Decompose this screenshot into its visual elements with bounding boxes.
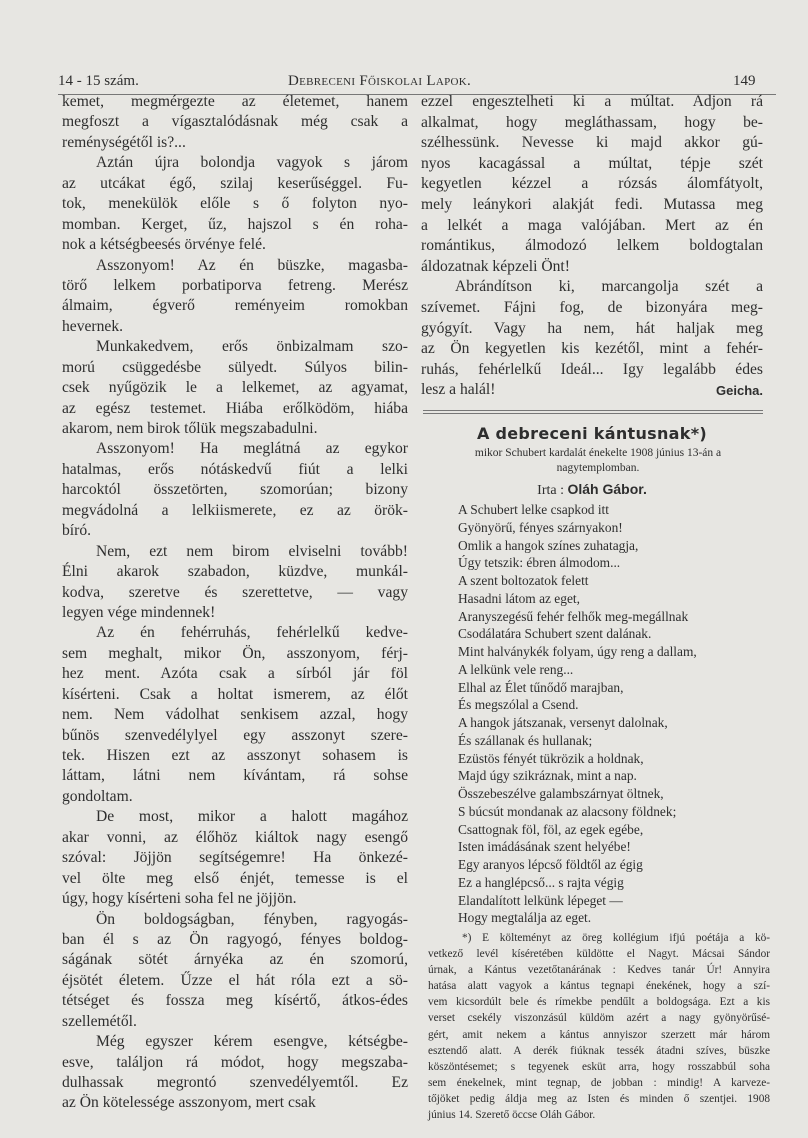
text-line: nyos kacagással a múltat, tépje szét <box>421 154 763 172</box>
text-line: kemet, megmérgezte az életemet, hanem <box>62 93 408 110</box>
text-line: Munkakedvem, erős önbizalmam szo- <box>96 338 408 356</box>
text-line: ban él s az Ön ragyogó, fényes boldog- <box>62 930 408 948</box>
text-line: reménységétől is?... <box>62 133 186 151</box>
poem-line: Isten imádásának szent helyébe! <box>458 839 631 855</box>
text-line: Asszonyom! Ha meglátná az egykor <box>96 440 408 458</box>
text-line: sem meghalt, mikor Ön, asszonyom, férj- <box>62 644 408 662</box>
poem-line: S búcsút mondanak az alacsony földnek; <box>458 803 677 819</box>
text-line: gondoltam. <box>62 787 133 805</box>
right-column <box>421 92 763 401</box>
poem-subtitle <box>433 446 763 476</box>
text-line: úgy, hogy kísérteni soha fel ne jöjjön. <box>62 890 297 908</box>
footnote <box>428 930 770 1123</box>
text-line: szellemétől. <box>62 1012 137 1030</box>
poem-body <box>458 501 697 927</box>
text-line: szóval: Jöjjön segítségemre! Ha önkezé- <box>62 849 408 867</box>
text-line: nem. Nem vádolhat senkisem azzal, hogy <box>62 706 408 724</box>
footnote-line: köszöntésemet; s tegyenek esküt arra, hogy rosszabbúl soha <box>428 1060 770 1073</box>
section-divider-top <box>423 410 763 411</box>
text-line: az Ön kegyetlen kis kezétől, mint a fehér- <box>421 340 763 358</box>
text-line: momban. Kerget, űz, hajszol s én roha- <box>62 215 408 233</box>
text-line: ezzel engesztelheti ki a múltat. Adjon rá <box>421 93 763 110</box>
text-line: kísérteni. Csak a holtat ismerem, az élőt <box>62 685 408 703</box>
text-line: harcoktól összetörten, szomorúan; bizony <box>62 481 408 499</box>
poem-line: A Schubert lelke csapkod itt <box>458 502 609 517</box>
poem-line: Csodálatára Schubert szent dalának. <box>458 626 652 642</box>
text-line: kegyetlen kézzel a rózsás álomfátyolt, <box>421 175 763 193</box>
poem-line: Elhal az Élet tűnődő marajban, <box>458 679 624 695</box>
text-line: vel ölte meg első énjét, temesse is el <box>62 869 408 887</box>
text-line: éjsötét életem. Űzze el hát róla ezt a sö- <box>62 971 408 989</box>
text-line: kodva, szeretve és szerettetve, — vagy <box>62 583 408 601</box>
text-line: a lelkét a maga valójában. Mert az én <box>421 216 763 234</box>
text-line: romántikus, álmodozó lelkem boldogtalan <box>421 237 763 255</box>
poem-line: Elandalított lelkünk lépeget — <box>458 892 623 908</box>
text-line: lesz a halál! Geicha. <box>421 380 763 401</box>
text-line: dulhassak megrontó szenvedélyemtől. Ez <box>62 1074 408 1091</box>
text-line: Még egyszer kérem esengve, kétségbe- <box>96 1033 408 1051</box>
footnote-line: tőjöket pedig áldja meg az Isten és minden ő szentjei. 1908 <box>428 1092 770 1105</box>
text-line: Ön boldogságban, fényben, ragyogás- <box>96 910 408 928</box>
footnote-line: június 14. Szerető öccse Oláh Gábor. <box>428 1109 596 1122</box>
text-line: az egész testemet. Hiába erőlködöm, hiába <box>62 399 408 417</box>
poem-line: Ez a hanglépcső... s rajta végig <box>458 874 624 890</box>
poem-line: Hogy megtalálja az eget. <box>458 910 592 926</box>
footnote-line: *) E költeményt az öreg kollégium ifjú poétája a kö- <box>462 932 770 944</box>
poem-line: Egy aranyos lépcső földtől az égig <box>458 857 643 872</box>
text-line: megfoszt a vígasztalódásnak még csak a <box>62 113 408 131</box>
text-line: szélhessünk. Nevesse ki majd akkor gú- <box>421 134 763 152</box>
text-line: törő lelkem porbatiporva fetreng. Merész <box>62 276 408 294</box>
text-line: esve, találjon rá módot, hogy megszaba- <box>62 1053 408 1071</box>
poem-line: Úgy tetszik: ébren álmodom... <box>458 555 621 571</box>
footnote-line: verset csekély viszonzásúl küldöm azért a nagy gyönyörűsé- <box>428 1012 770 1025</box>
text-line: az Ön kötelessége asszonyom, mert csak <box>62 1094 316 1112</box>
poem-line: Aranyszegésű fehér felhők meg-megállnak <box>458 608 689 624</box>
footnote-line: sem énekelnek, mint tegnap, de jobban : mindig! A karveze- <box>428 1076 770 1089</box>
footnote-line: gért, amit nekem a kántus annyiszor szerzett már három <box>428 1028 770 1041</box>
poem-line: A szent boltozatok felett <box>458 573 589 588</box>
poem-line: Csattognak föl, föl, az egek egébe, <box>458 821 644 837</box>
poem-line: Omlik a hangok színes zuhatagja, <box>458 537 639 553</box>
text-line: akarom, nem birok tőlük megszabadulni. <box>62 420 318 437</box>
poem-line: És szállanak és hullanak; <box>458 732 593 748</box>
text-line: láttam, látni nem kívántam, rá sohse <box>62 767 408 785</box>
text-line: álmaim, égverő reményeim romokban <box>62 297 408 315</box>
text-line: Nem, ezt nem birom elviselni tovább! <box>96 542 408 560</box>
footnote-line: úrnak, a Kántus vezetőtanárának : Kedves tanár Úr! Annyira <box>428 964 770 977</box>
footnote-line: hatása alatt vagyok a kántus tegnapi énekének, hogy a szí- <box>428 980 770 993</box>
text-line: tok, menekülök előle s ő folyton nyo- <box>62 195 408 213</box>
text-line: tek. Hiszen ezt az asszonyt sohasem is <box>62 747 408 764</box>
text-line: Asszonyom! Az én büszke, magasba- <box>96 256 408 274</box>
text-line: alkalmat, hogy megláthassam, hogy be- <box>421 113 763 131</box>
poem-line: A lelkünk vele reng... <box>458 661 574 677</box>
text-line: morú csüggedésbe sülyedt. Súlyos bilin- <box>62 358 408 376</box>
text-line: gyógyít. Vagy ha nem, hát haljak meg <box>421 319 763 337</box>
issue-number: 14 - 15 szám. <box>58 73 139 89</box>
text-line: Az én fehérruhás, fehérlelkű kedve- <box>96 624 408 642</box>
text-line: Abrándítson ki, marcangolja szét a <box>455 278 763 296</box>
text-line: megvádolná a lelkiismerete, ez az örök- <box>62 501 408 519</box>
poem-subtitle-line: nagytemplomban. <box>556 462 640 474</box>
poem-line: Gyönyörű, fényes szárnyakon! <box>458 519 623 535</box>
text-line: De most, mikor a halott magához <box>96 808 408 826</box>
poem-title: A debreceni kántusnak*) <box>476 424 708 443</box>
poem-line: Hasadni látom az eget, <box>458 590 580 606</box>
section-divider-bottom <box>423 413 763 414</box>
poem-line: Mint halványkék folyam, úgy reng a dallam, <box>458 644 697 659</box>
text-line: akar vonni, az élőhöz kiáltok nagy esengő <box>62 828 408 846</box>
poem-line: Majd úgy szikráznak, mint a nap. <box>458 768 637 784</box>
poem-line: Összebeszélve galambszárnyat öltnek, <box>458 786 664 801</box>
text-line: áldozatnak képzeli Önt! <box>421 257 570 275</box>
footnote-line: vem kicsordúlt bele és rímekbe pendűlt a boldogsága. Ezt a kis <box>428 996 770 1009</box>
page-number: 149 <box>733 73 756 89</box>
poem-author <box>421 481 763 499</box>
left-column <box>62 92 408 1114</box>
text-line: mely leánykori alakját fedi. Mutassa meg <box>421 195 763 213</box>
poem-line: A hangok játszanak, versenyt dalolnak, <box>458 715 668 730</box>
text-line: bíró. <box>62 522 92 540</box>
text-line: Élni akarok szabadon, küzdve, munkál- <box>62 563 408 581</box>
text-line: hez ment. Azóta csak a sírból jár föl <box>62 665 408 683</box>
text-line: szívemet. Fájni fog, de bizonyára meg- <box>421 298 763 316</box>
text-line: nok a kétségbeesés örvénye felé. <box>62 236 266 254</box>
text-line: ságának sötét árnyéka az én szomorú, <box>62 951 408 969</box>
author-name: Oláh Gábor. <box>567 481 647 497</box>
journal-title: Debreceni Főiskolai Lapok. <box>288 73 472 89</box>
text-line: csek nyűgözik le a lelkemet, az agyamat, <box>62 379 408 397</box>
text-line: hatalmas, erős nótáskedvű fiút a lelki <box>62 460 408 478</box>
text-line: tétséget és fossza meg kísértő, átkos-édes <box>62 992 408 1010</box>
text-line: legyen vége mindennek! <box>62 603 216 621</box>
poem-subtitle-line: mikor Schubert kardalát énekelte 1908 június 13-án a <box>474 447 722 459</box>
author-prefix: Irta : <box>537 483 564 498</box>
text-line: az utcákat égő, szilaj keserűséggel. Fu- <box>62 174 408 192</box>
poem-line: Ezüstös fényét tükrözik a holdnak, <box>458 750 644 766</box>
footnote-line: esztendő alatt. A derék fiúknak tessék átadni szíves, büszke <box>428 1044 770 1057</box>
text-line: Aztán újra bolondja vagyok s járom <box>96 154 408 172</box>
signature: Geicha. <box>716 383 763 399</box>
footnote-line: vetkező levél kíséretében küldötte el Nagyt. Mácsai Sándor <box>428 948 770 961</box>
text-line: ruhás, fehérlelkű Ideál... Igy legalább édes <box>421 360 763 378</box>
text-line: bűnös szenvedélylyel egy asszonyt szere- <box>62 726 408 744</box>
poem-line: És megszólal a Csend. <box>458 697 579 713</box>
text-line: hevernek. <box>62 317 124 335</box>
